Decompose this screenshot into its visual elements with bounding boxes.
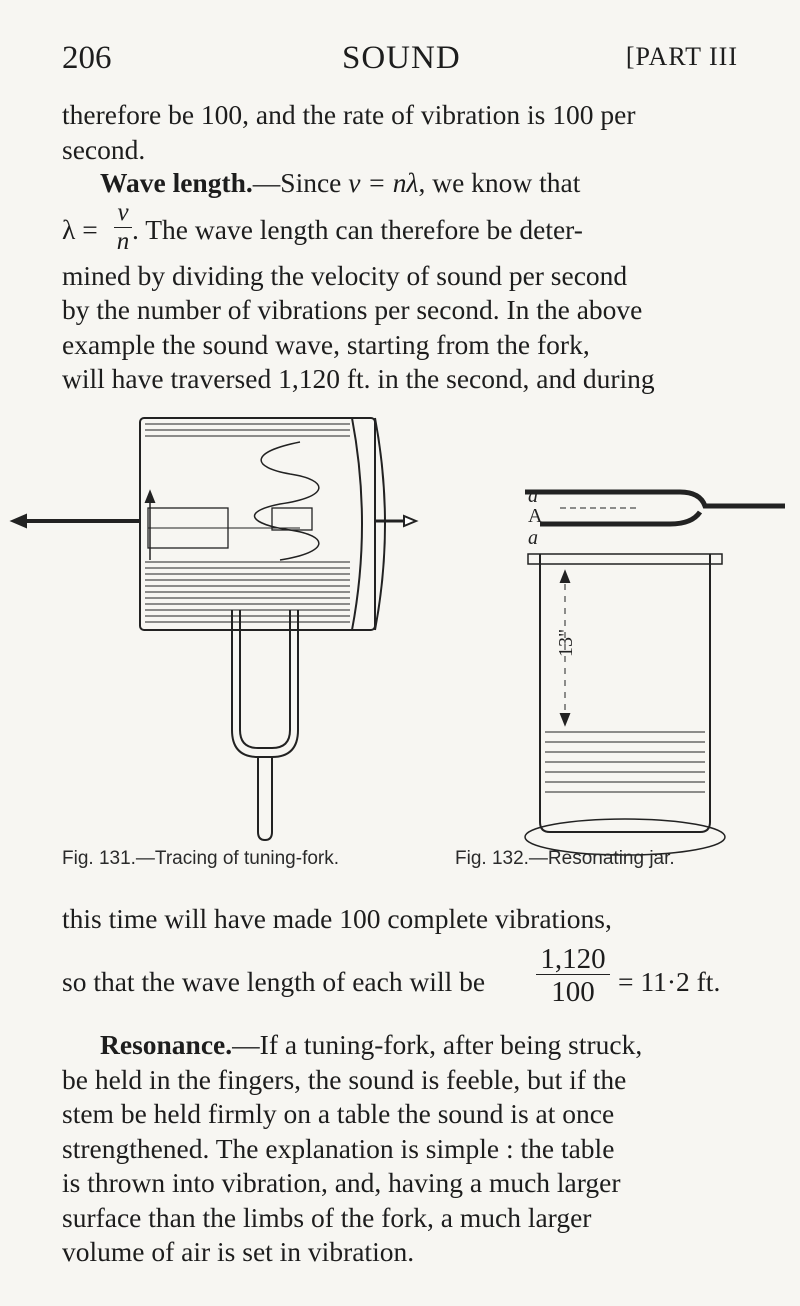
figures-area	[0, 412, 800, 892]
paragraph-continuation	[62, 98, 738, 167]
running-title: SOUND	[342, 40, 461, 76]
text-span: —If a tuning-fork, after being struck,	[232, 1029, 643, 1060]
text-line: strengthened. The explanation is simple : the table	[62, 1132, 615, 1164]
text-span: so that the wave length of each will be	[62, 966, 486, 997]
figure-illustrations	[0, 412, 800, 892]
page-number: 206	[62, 40, 112, 76]
section-heading: Resonance.	[100, 1029, 233, 1060]
text-line: second.	[62, 133, 146, 165]
paragraph-resonance	[62, 1028, 738, 1270]
text-line: stem be held firmly on a table the sound is at once	[62, 1098, 615, 1129]
text-line: by the number of vibrations per second. In the above	[62, 294, 643, 325]
fig-132-label-a-bottom: a	[528, 527, 538, 549]
paragraph-wave-length	[62, 166, 738, 397]
text-line: volume of air is set in vibration.	[62, 1236, 415, 1267]
wave-length-equation-line	[62, 944, 738, 1014]
text-line	[62, 166, 738, 201]
page-header	[62, 40, 738, 86]
text-span: , we know that	[418, 167, 581, 198]
text-line: will have traversed 1,120 ft. in the second, and during	[62, 363, 655, 394]
text-line: example the sound wave, starting from the fork,	[62, 328, 590, 360]
part-label: [PART III	[625, 42, 738, 71]
paragraph-vibrations	[62, 902, 738, 937]
fraction-denominator: 100	[551, 976, 595, 1008]
text-line: therefore be 100, and the rate of vibration is 100 per	[62, 99, 636, 130]
fig-132-resonating-jar	[525, 492, 785, 855]
text-line: be held in the fingers, the sound is feeble, but if the	[62, 1063, 627, 1095]
fig-132-label-A: A	[528, 505, 543, 527]
fraction-denominator: n	[116, 227, 130, 255]
lambda-equation: λ =	[62, 213, 98, 245]
text-line: is thrown into vibration, and, having a much larger	[62, 1167, 621, 1198]
fig-132-caption: Fig. 132.—Resonating jar.	[455, 848, 675, 869]
text-span: . The wave length can therefore be deter-	[132, 213, 583, 245]
text-line	[62, 198, 738, 259]
text-line: mined by dividing the velocity of sound per second	[62, 259, 628, 291]
text-line: surface than the limbs of the fork, a much larger	[62, 1201, 592, 1233]
fig-132-label-a-top: a	[528, 485, 538, 507]
text-span: —Since	[252, 167, 349, 198]
text-line: this time will have made 100 complete vibrations,	[62, 903, 612, 934]
section-heading: Wave length.	[100, 167, 253, 198]
fraction-1120-over-100	[536, 944, 610, 1009]
fig-131-caption: Fig. 131.—Tracing of tuning-fork.	[62, 848, 340, 869]
fig-132-measure-label: 13"	[555, 628, 577, 657]
fig-131-tuning-fork-tracing	[12, 418, 416, 840]
fraction-numerator: v	[117, 198, 129, 226]
fraction-numerator: 1,120	[540, 943, 606, 975]
equation: v = nλ	[348, 167, 419, 198]
text-line	[62, 1028, 738, 1063]
fraction-v-over-n	[114, 198, 132, 255]
text-span: = 11·2 ft.	[618, 966, 721, 997]
